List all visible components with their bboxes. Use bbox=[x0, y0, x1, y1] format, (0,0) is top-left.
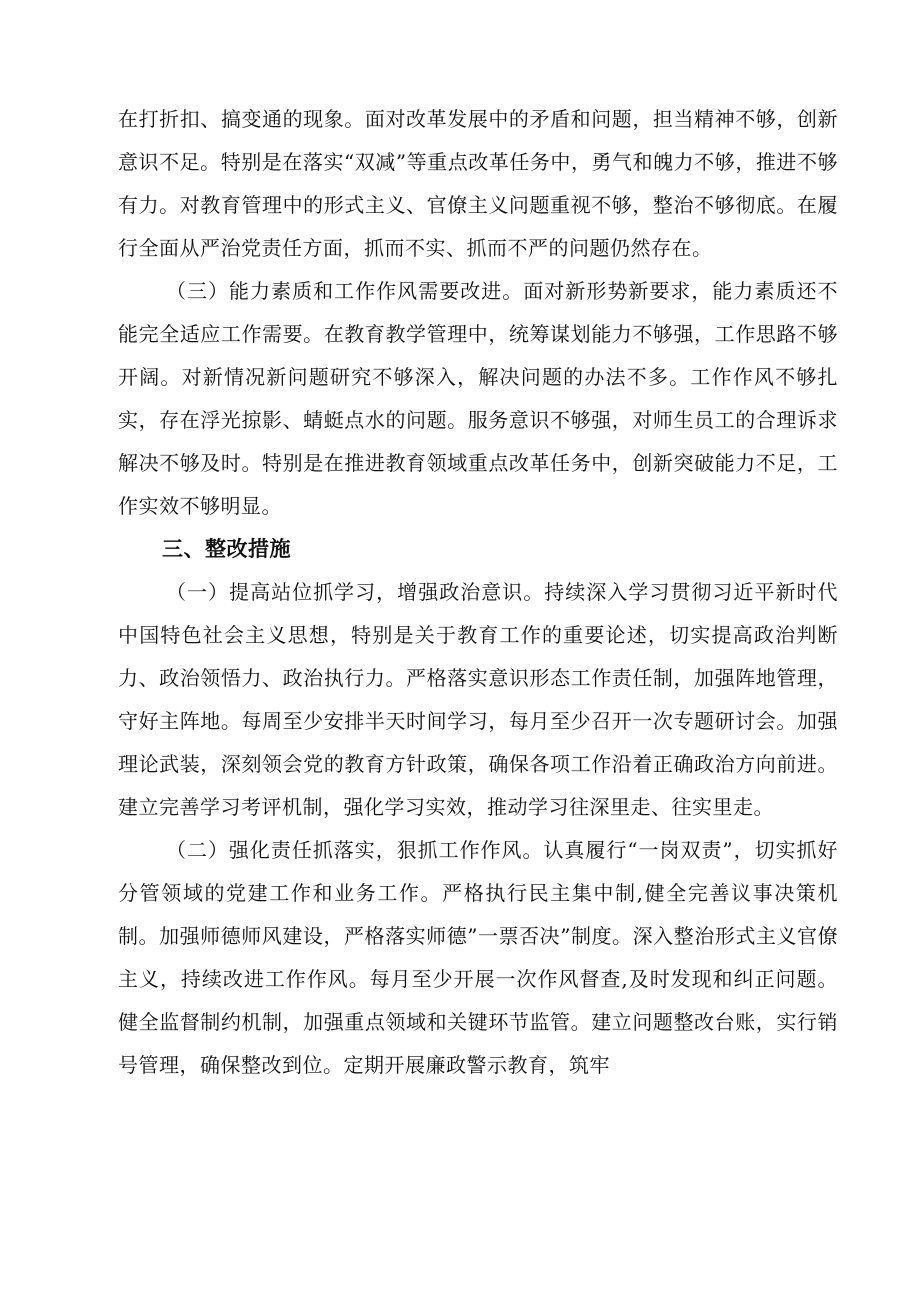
section-heading-rectification-measures: 三、整改措施 bbox=[162, 537, 291, 561]
paragraph-measure-study: （一）提高站位抓学习，增强政治意识。持续深入学习贯彻习近平新时代中国特色社会主义思想，特别是关于教育工作的重要论述，切实提高政治判断力、政治领悟力、政治执行力。严格落实意识形态工作责任制，加强阵地管理，守好主阵地。每周至少安排半天时间学习，每月至少召开一次专题研讨会。加强理论武装，深刻领会党的教育方针政策，确保各项工作沿着正确政治方向前进。建立完善学习考评机制，强化学习实效，推动学习往深里走、往实里走。 bbox=[118, 580, 838, 819]
paragraph-ability-and-style: （三）能力素质和工作作风需要改进。面对新形势新要求，能力素质还不能完全适应工作需要。在教育教学管理中，统筹谋划能力不够强，工作思路不够开阔。对新情况新问题研究不够深入，解决问题的办法不多。工作作风不够扎实，存在浮光掠影、蜻蜓点水的问题。服务意识不够强，对师生员工的合理诉求解决不够及时。特别是在推进教育领域重点改革任务中，创新突破能力不足，工作实效不够明显。 bbox=[118, 279, 838, 518]
paragraph-problems-continued: 在打折扣、搞变通的现象。面对改革发展中的矛盾和问题，担当精神不够，创新意识不足。特别是在落实“双减”等重点改革任务中，勇气和魄力不够，推进不够有力。对教育管理中的形式主义、官僚主义问题重视不够，整治不够彻底。在履行全面从严治党责任方面，抓而不实、抓而不严的问题仍然存在。 bbox=[118, 107, 838, 260]
document-body bbox=[118, 98, 838, 1087]
paragraph-measure-responsibility: （二）强化责任抓落实，狠抓工作作风。认真履行“一岗双责”，切实抓好分管领域的党建工作和业务工作。严格执行民主集中制,健全完善议事决策机制。加强师德师风建设，严格落实师德”一票否决”制度。深入整治形式主义官僚主义，持续改进工作作风。每月至少开展一次作风督查,及时发现和纠正问题。健全监督制约机制，加强重点领域和关键环节监管。建立问题整改台账，实行销号管理，确保整改到位。定期开展廉政警示教育，筑牢 bbox=[118, 838, 838, 1077]
